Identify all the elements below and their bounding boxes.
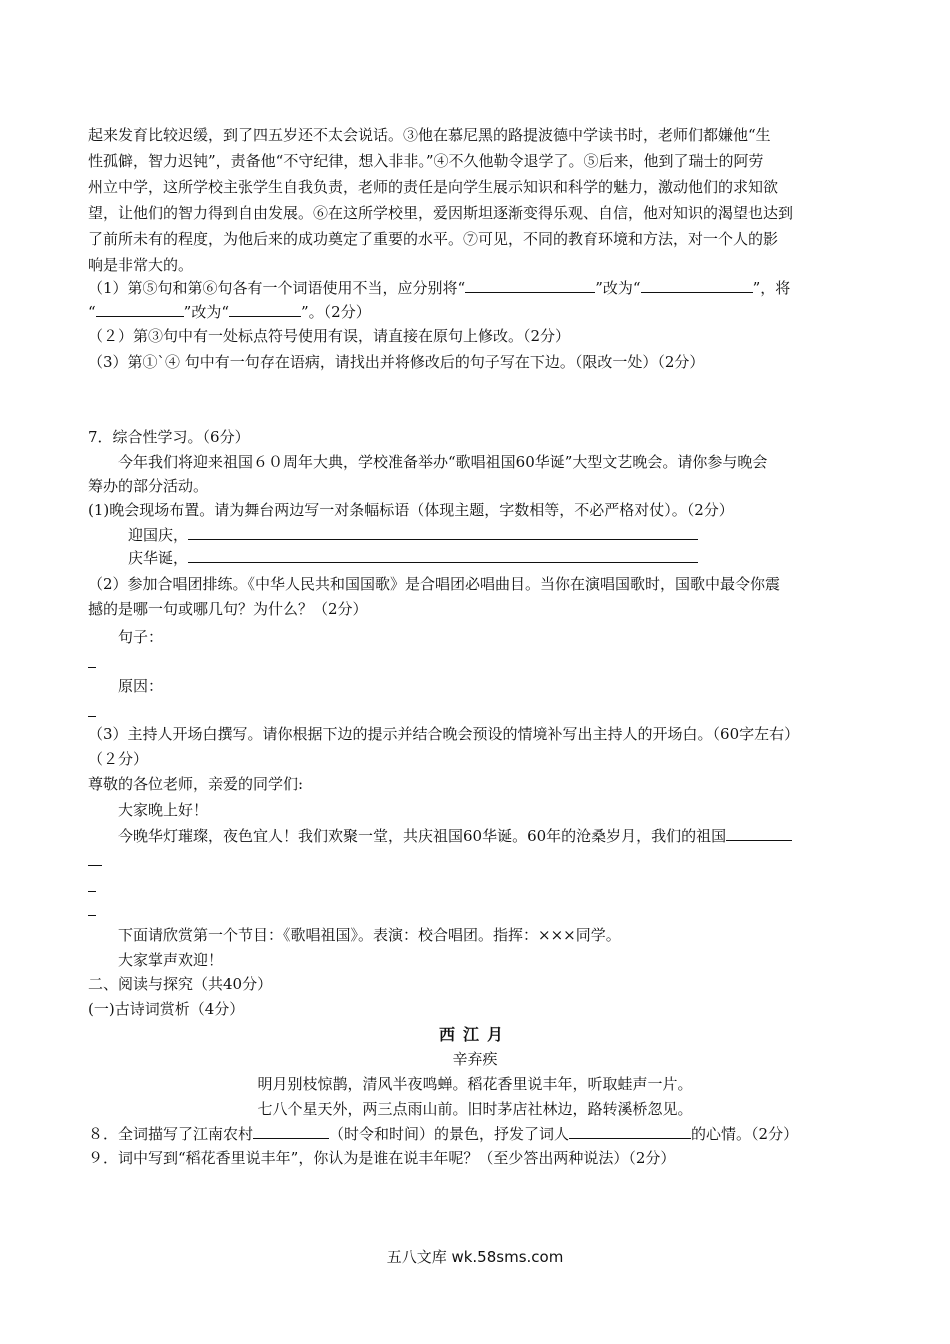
q8-blank-2[interactable] (569, 1123, 691, 1139)
greeting-1: 尊敬的各位老师，亲爱的同学们: (88, 775, 304, 793)
reason-answer-line[interactable] (88, 716, 96, 717)
passage-line-1: 起来发育比较迟缓，到了四五岁还不太会说话。③他在慕尼黑的路提波德中学读书时，老师们都嫌他“生 (88, 126, 771, 144)
section2-heading: 二、阅读与探究（共40分） (88, 975, 273, 993)
q6-part1-line2: “ ”改为“ ”。（2分） (88, 303, 371, 321)
passage-line-4: 望，让他们的智力得到自由发展。⑥在这所学校里，爱因斯坦逐渐变得乐观、自信，他对知识的渴望也达到 (88, 204, 794, 222)
banner-line-2: 庆华诞， (128, 547, 698, 569)
section2-sub: (一)古诗词赏析（4分） (88, 1000, 245, 1018)
closing-2: 大家掌声欢迎！ (118, 951, 224, 969)
q8: ８．全词描写了江南农村 （时令和时间）的景色，抒发了词人 的心情。（2分） (88, 1125, 799, 1143)
greeting-3: 今晚华灯璀璨，夜色宜人！我们欢聚一堂，共庆祖国60华诞。60年的沧桑岁月，我们的祖国 (118, 825, 792, 847)
q6-part2: （２）第③句中有一处标点符号使用有误，请直接在原句上修改。（2分） (88, 327, 571, 345)
passage-line-6: 响是非常大的。 (88, 256, 194, 274)
answer-blank-2[interactable] (641, 277, 753, 293)
q7-sub2-line2: 撼的是哪一句或哪几句？为什么？（2分） (88, 600, 368, 618)
q7-sub1: (1)晚会现场布置。请为舞台两边写一对条幅标语（体现主题，字数相等，不必严格对仗）。（2分） (88, 501, 734, 519)
answer-blank-4[interactable] (229, 301, 301, 317)
banner-line-1: 迎国庆， (128, 524, 698, 546)
reason-label: 原因： (118, 677, 164, 695)
passage-line-3: 州立中学，这所学校主张学生自我负责，老师的责任是向学生展示知识和科学的魅力，激动他们的求知欲 (88, 178, 779, 196)
speech-blank[interactable] (726, 825, 792, 841)
answer-blank-3[interactable] (96, 301, 184, 317)
q6-part1-line1: （1）第⑤句和第⑥句各有一个词语使用不当，应分别将“ ”改为“ ”，将 (88, 279, 791, 297)
passage-line-5: 了前所未有的程度，为他后来的成功奠定了重要的水平。⑦可见，不同的教育环境和方法，对一个人的影 (88, 230, 779, 248)
speech-answer-line-3[interactable] (88, 915, 96, 916)
q7-sub2-line1: （2）参加合唱团排练。《中华人民共和国国歌》是合唱团必唱曲目。当你在演唱国歌时，国歌中最令你震 (88, 575, 781, 593)
poem-line-2: 七八个星天外，两三点雨山前。旧时茅店社林边，路转溪桥忽见。 (257, 1100, 693, 1118)
speech-answer-line-1[interactable] (88, 865, 102, 866)
q6-part3: （3）第①`④ 句中有一句存在语病，请找出并将修改后的句子写在下边。（限改一处）（2分） (88, 353, 705, 371)
banner-blank-2[interactable] (188, 547, 698, 563)
banner-blank-1[interactable] (188, 524, 698, 540)
answer-blank-1[interactable] (465, 277, 595, 293)
q7-heading: 7．综合性学习。（6分） (88, 428, 250, 446)
passage-line-2: 性孤僻，智力迟钝”，责备他“不守纪律，想入非非。”④不久他勒令退学了。⑤后来，他到了瑞士的阿劳 (88, 152, 764, 170)
footer-watermark: 五八文库 wk.58sms.com (386, 1248, 564, 1266)
poem-author: 辛弃疾 (452, 1050, 498, 1068)
q7-sub3-line2: （２分） (88, 750, 149, 768)
q7-intro-line1: 今年我们将迎来祖国６０周年大典，学校准备举办“歌唱祖国60华诞”大型文艺晚会。请你参与晚会 (118, 453, 768, 471)
greeting-2: 大家晚上好！ (118, 801, 209, 819)
q8-blank-1[interactable] (253, 1123, 329, 1139)
poem-line-1: 明月别枝惊鹊，清风半夜鸣蝉。稻花香里说丰年，听取蛙声一片。 (257, 1075, 693, 1093)
poem-title: 西江月 (438, 1025, 511, 1044)
closing-1: 下面请欣赏第一个节目：《歌唱祖国》。表演：校合唱团。指挥：×××同学。 (118, 926, 621, 944)
q7-sub3-line1: （3）主持人开场白撰写。请你根据下边的提示并结合晚会预设的情境补写出主持人的开场白。（60字左右） (88, 725, 800, 743)
sentence-label: 句子： (118, 628, 164, 646)
q9: ９．词中写到“稻花香里说丰年”，你认为是谁在说丰年呢？（至少答出两种说法）（2分） (88, 1149, 676, 1167)
speech-answer-line-2[interactable] (88, 891, 96, 892)
sentence-answer-line[interactable] (88, 667, 96, 668)
q7-intro-line2: 筹办的部分活动。 (88, 477, 209, 495)
